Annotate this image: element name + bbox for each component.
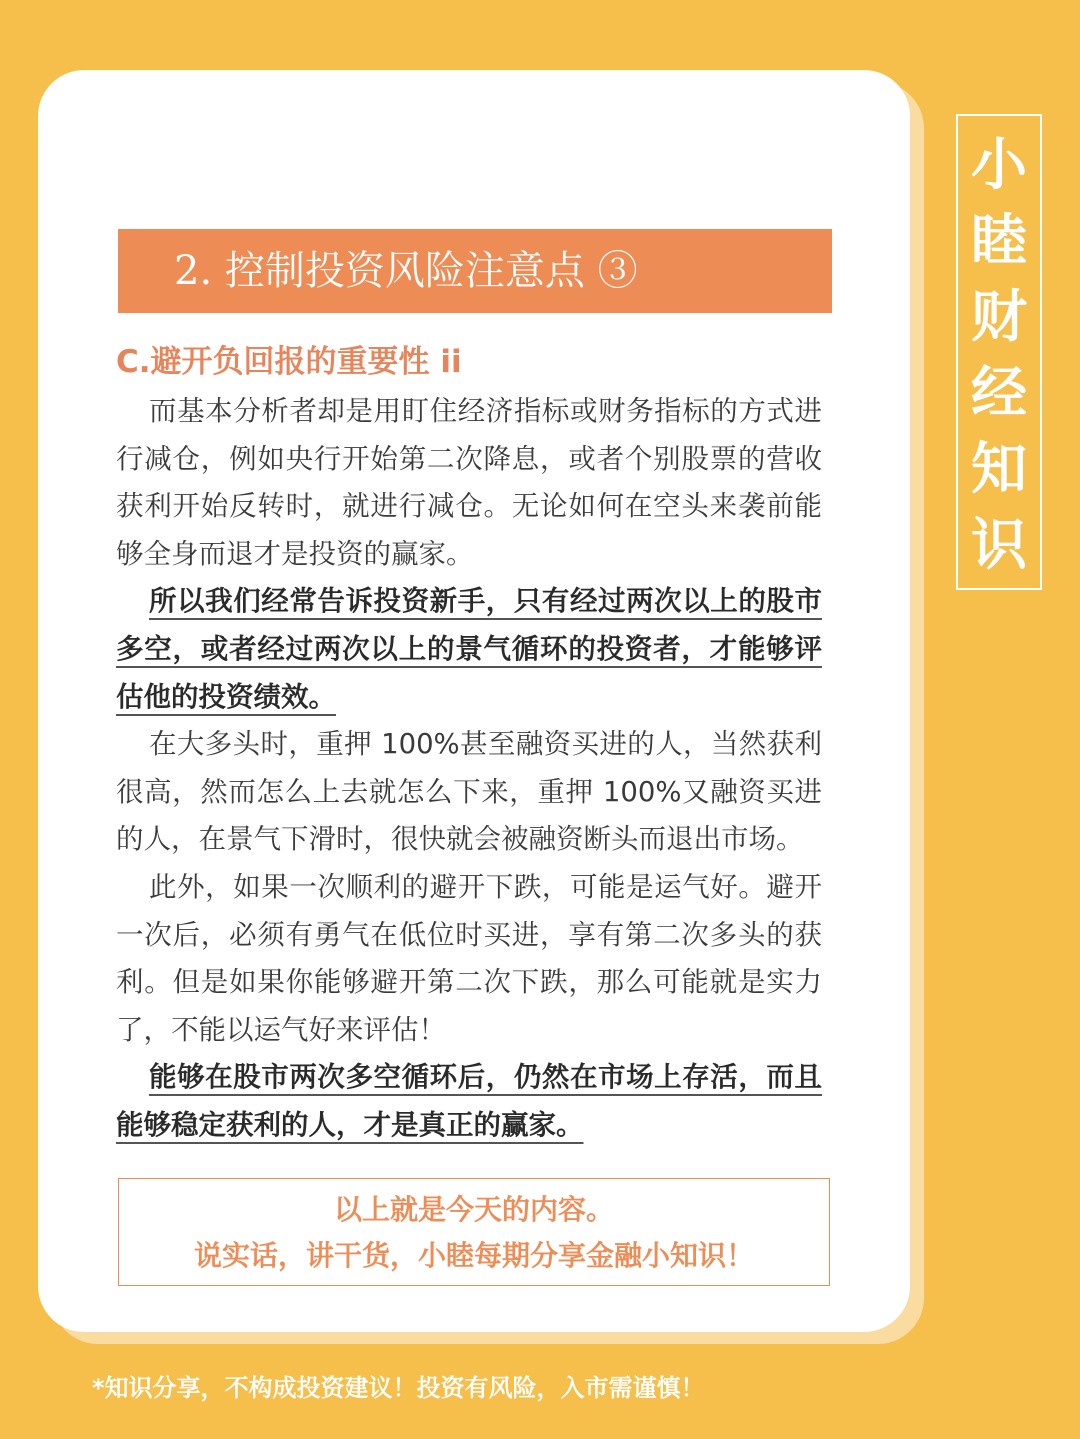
paragraph-5-text: 能够在股市两次多空循环后，仍然在市场上存活，而且能够稳定获利的人，才是真正的赢家。 bbox=[116, 1061, 822, 1141]
paragraph-5-emphasis bbox=[116, 1054, 822, 1149]
brand-char-6: 识 bbox=[971, 513, 1027, 578]
brand-char-5: 知 bbox=[971, 437, 1027, 502]
closing-box bbox=[118, 1178, 830, 1286]
brand-char-2: 睦 bbox=[971, 209, 1027, 274]
paragraph-2-emphasis bbox=[116, 578, 822, 721]
brand-char-1: 小 bbox=[971, 133, 1027, 198]
page-title: 2. 控制投资风险注意点 ③ bbox=[118, 229, 832, 313]
brand-char-3: 财 bbox=[971, 285, 1027, 350]
paragraph-4: 此外，如果一次顺利的避开下跌，可能是运气好。避开一次后，必须有勇气在低位时买进，享有第二次多头的获利。但是如果你能够避开第二次下跌，那么可能就是实力了，不能以运气好来评估！ bbox=[116, 870, 822, 1046]
article-body bbox=[116, 388, 822, 1150]
closing-line-1: 以上就是今天的内容。 bbox=[333, 1193, 614, 1226]
paragraph-3: 在大多头时，重押 100%甚至融资买进的人，当然获利很高，然而怎么上去就怎么下来，重押 100%又融资买进的人，在景气下滑时，很快就会被融资断头而退出市场。 bbox=[116, 728, 822, 856]
footer-disclaimer: *知识分享，不构成投资建议！投资有风险，入市需谨慎！ bbox=[92, 1374, 705, 1402]
closing-line-2: 说实话，讲干货，小睦每期分享金融小知识！ bbox=[193, 1239, 754, 1272]
paragraph-1: 而基本分析者却是用盯住经济指标或财务指标的方式进行减仓，例如央行开始第二次降息，或者个别股票的营收获利开始反转时，就进行减仓。无论如何在空头来袭前能够全身而退才是投资的赢家。 bbox=[116, 395, 822, 570]
brand-char-4: 经 bbox=[971, 361, 1027, 426]
paragraph-2-text: 所以我们经常告诉投资新手，只有经过两次以上的股市多空，或者经过两次以上的景气循环的投资者，才能够评估他的投资绩效。 bbox=[116, 585, 822, 713]
section-subtitle: C.避开负回报的重要性 ii bbox=[116, 344, 462, 380]
brand-vertical-label bbox=[956, 114, 1042, 590]
